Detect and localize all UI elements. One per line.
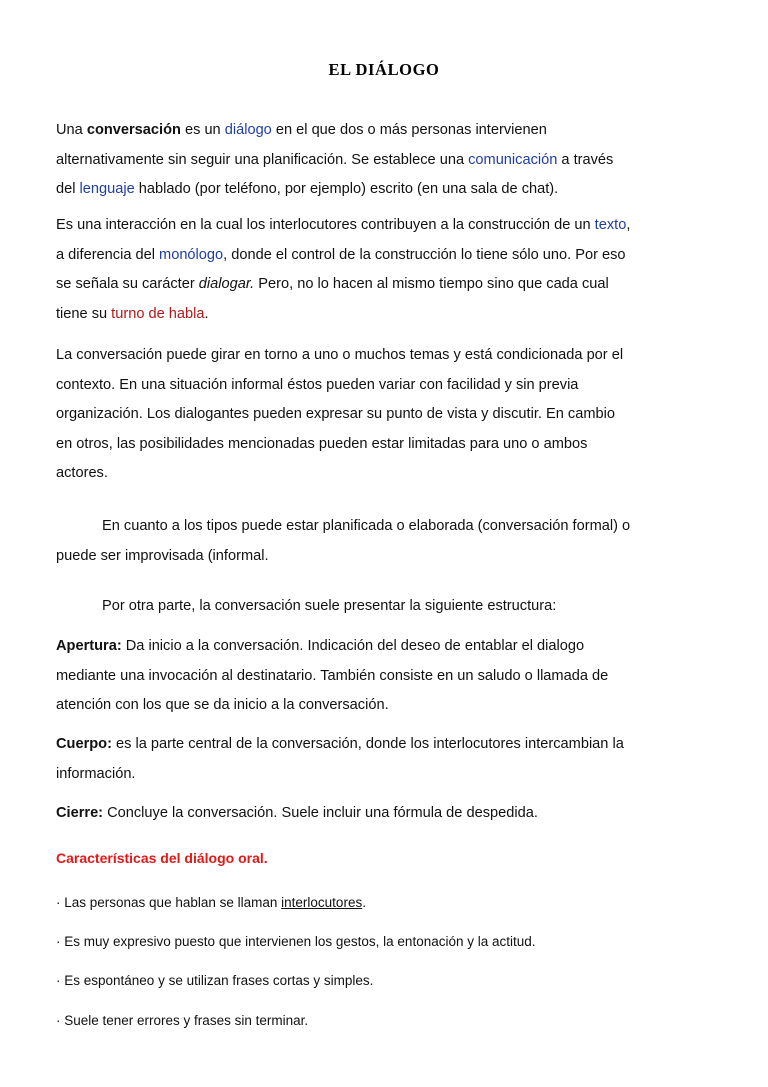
text-line: puede ser improvisada (informal. bbox=[56, 547, 269, 564]
text-line: se señala su carácter dialogar. Pero, no lo hacen al mismo tiempo sino que cada cual bbox=[56, 276, 609, 293]
link-turno-de-habla[interactable]: turno de habla bbox=[111, 305, 205, 322]
text-line: información. bbox=[56, 765, 136, 782]
text-line: tiene su turno de habla. bbox=[56, 305, 209, 322]
list-item: · Suele tener errores y frases sin terminar. bbox=[56, 1013, 309, 1028]
label-cierre: Cierre: bbox=[56, 805, 104, 821]
section-heading-caracteristicas: Características del diálogo oral. bbox=[56, 850, 268, 866]
text-line: mediante una invocación al destinatario. También consiste en un saludo o llamada de bbox=[56, 667, 609, 684]
label-apertura: Apertura: bbox=[56, 638, 122, 654]
text-line: Es una interacción en la cual los interlocutores contribuyen a la construcción de un texto, bbox=[56, 217, 631, 233]
list-item: · Las personas que hablan se llaman interlocutores. bbox=[56, 895, 366, 910]
text-line: contexto. En una situación informal éstos pueden variar con facilidad y sin previa bbox=[56, 376, 579, 393]
text-line: del lenguaje hablado (por teléfono, por ejemplo) escrito (en una sala de chat). bbox=[56, 181, 559, 198]
link-comunicacion[interactable]: comunicación bbox=[468, 151, 558, 168]
paragraph-apertura bbox=[56, 632, 724, 721]
text-line: Cierre: Concluye la conversación. Suele incluir una fórmula de despedida. bbox=[56, 805, 538, 821]
term-dialogar: dialogar. bbox=[198, 276, 255, 293]
link-texto[interactable]: texto bbox=[594, 217, 627, 233]
paragraph-types bbox=[56, 512, 724, 571]
text-line: alternativamente sin seguir una planificación. Se establece una comunicación a través bbox=[56, 151, 614, 168]
text-line: Una conversación es un diálogo en el que dos o más personas intervienen bbox=[56, 122, 547, 138]
paragraph-interaction bbox=[56, 211, 724, 329]
text-line: en otros, las posibilidades mencionadas pueden estar limitadas para uno o ambos bbox=[56, 435, 588, 452]
paragraph-cierre bbox=[56, 799, 724, 829]
text-line: a diferencia del monólogo, donde el control de la construcción lo tiene sólo uno. Por eso bbox=[56, 246, 626, 263]
paragraph-intro bbox=[56, 116, 724, 205]
paragraph-cuerpo bbox=[56, 730, 724, 789]
paragraph-structure-intro bbox=[56, 592, 724, 622]
link-lenguaje[interactable]: lenguaje bbox=[79, 181, 135, 198]
link-monologo[interactable]: monólogo bbox=[159, 246, 224, 263]
text-line: organización. Los dialogantes pueden expresar su punto de vista y discutir. En cambio bbox=[56, 406, 615, 423]
term-interlocutores: interlocutores bbox=[281, 895, 363, 910]
text-line: Apertura: Da inicio a la conversación. Indicación del deseo de entablar el dialogo bbox=[56, 638, 585, 654]
link-dialogo[interactable]: diálogo bbox=[224, 122, 272, 138]
text-line: Cuerpo: es la parte central de la conversación, donde los interlocutores intercambian la bbox=[56, 736, 624, 752]
text-line: Por otra parte, la conversación suele presentar la siguiente estructura: bbox=[102, 598, 557, 614]
text-line: actores. bbox=[56, 465, 108, 482]
list-item: · Es muy expresivo puesto que intervienen los gestos, la entonación y la actitud. bbox=[56, 934, 536, 949]
label-cuerpo: Cuerpo: bbox=[56, 736, 112, 752]
text-line: La conversación puede girar en torno a uno o muchos temas y está condicionada por el bbox=[56, 347, 624, 363]
list-item: · Es espontáneo y se utilizan frases cortas y simples. bbox=[56, 973, 374, 988]
paragraph-context bbox=[56, 341, 724, 489]
document-title: EL DIÁLOGO bbox=[328, 60, 440, 79]
text-line: En cuanto a los tipos puede estar planificada o elaborada (conversación formal) o bbox=[102, 518, 631, 534]
text-line: atención con los que se da inicio a la conversación. bbox=[56, 697, 389, 714]
term-conversacion: conversación bbox=[86, 122, 181, 138]
